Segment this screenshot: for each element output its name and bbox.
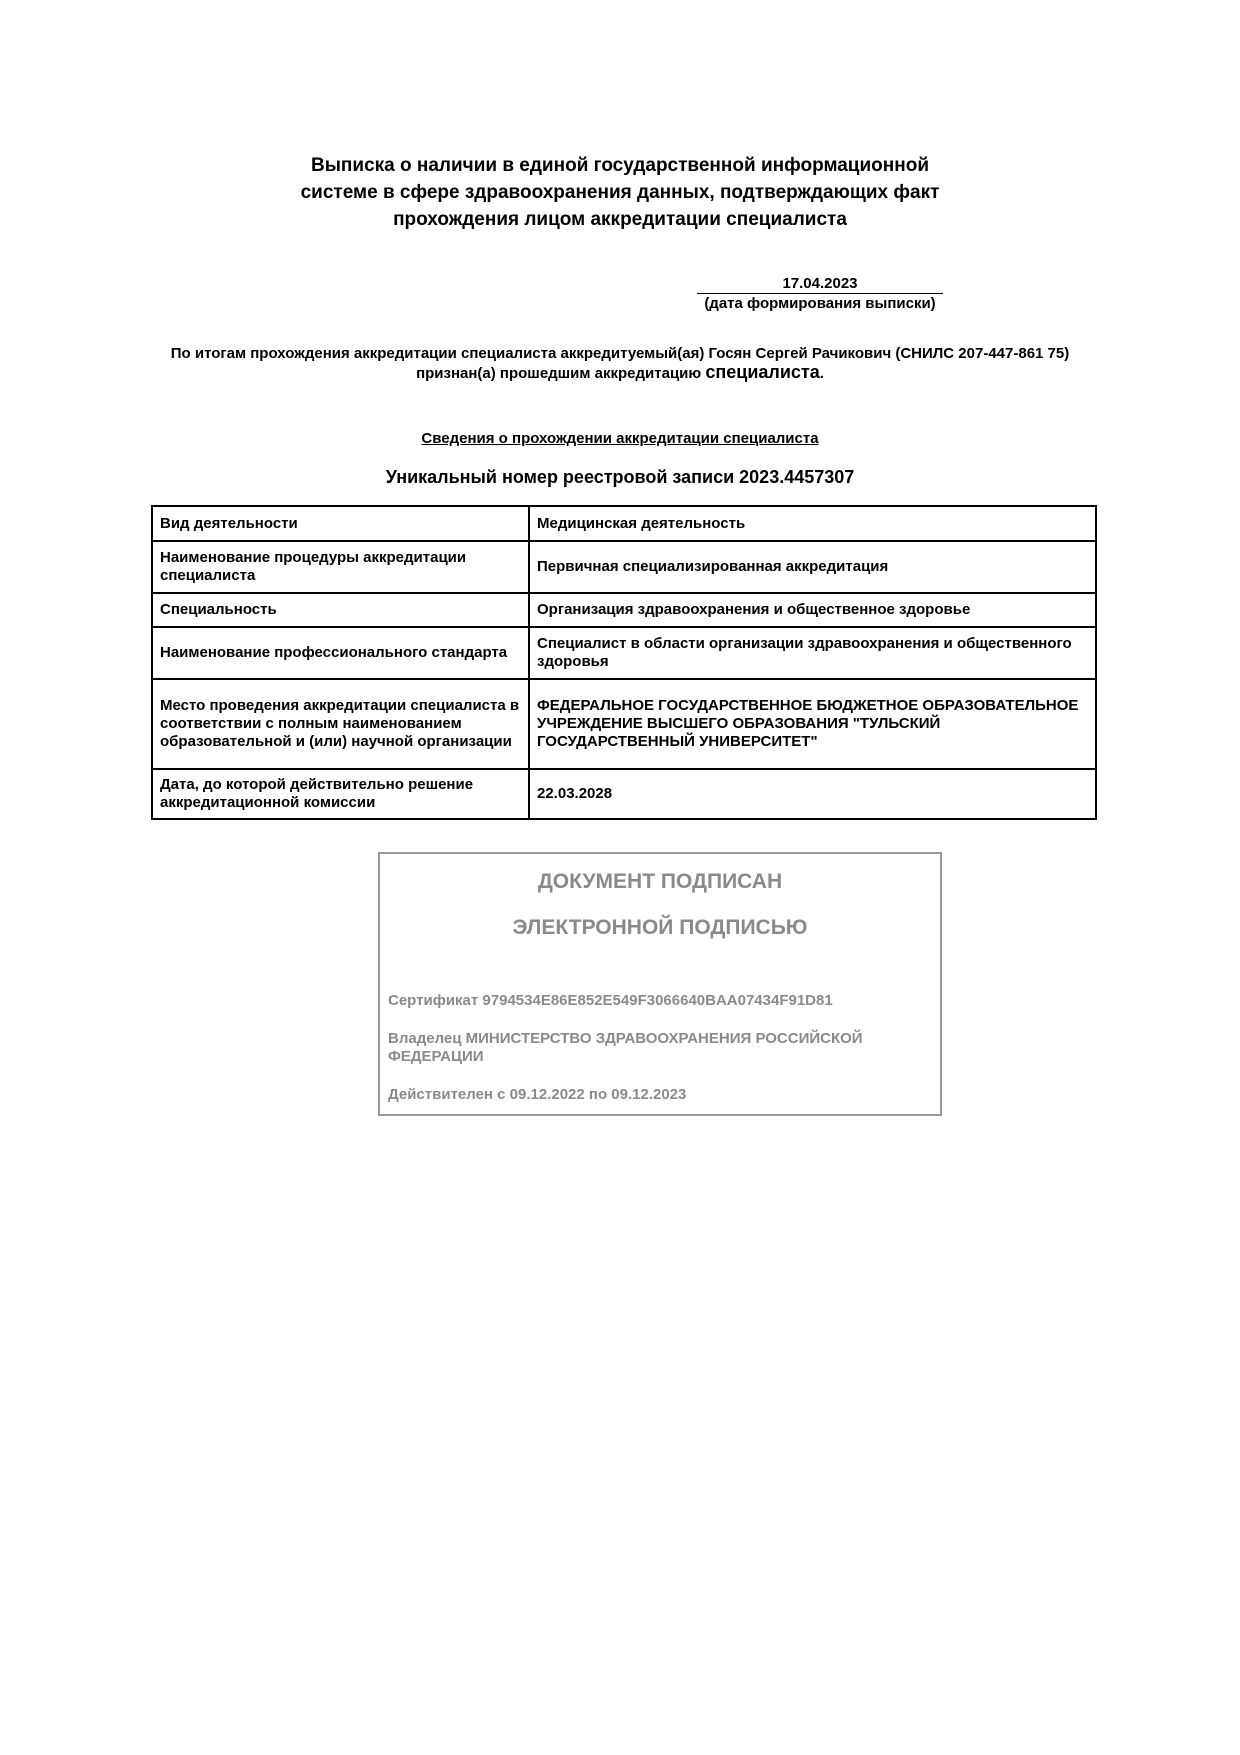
accreditation-statement [120,344,1120,383]
row-value: ФЕДЕРАЛЬНОЕ ГОСУДАРСТВЕННОЕ БЮДЖЕТНОЕ ОБРАЗОВАТЕЛЬНОЕ УЧРЕЖДЕНИЕ ВЫСШЕГО ОБРАЗОВАНИЯ "ТУЛЬСКИЙ ГОСУДАРСТВЕННЫЙ УНИВЕРСИТЕТ" [529,679,1096,769]
stamp-title-line-2: ЭЛЕКТРОННОЙ ПОДПИСЬЮ [512,916,808,939]
stamp-validity: Действителен с 09.12.2022 по 09.12.2023 [388,1086,687,1103]
stamp-title-line-1: ДОКУМЕНТ ПОДПИСАН [537,870,783,893]
row-value: Медицинская деятельность [529,506,1096,541]
row-value: Специалист в области организации здравоохранения и общественного здоровья [529,627,1096,679]
row-label: Место проведения аккредитации специалиста в соответствии с полным наименованием образовательной и (или) научной организации [152,679,529,769]
document-title-line: системе в сфере здравоохранения данных, подтверждающих факт [300,182,940,203]
row-value: 22.03.2028 [529,769,1096,819]
row-label: Дата, до которой действительно решение аккредитационной комиссии [152,769,529,819]
formation-date-block [697,274,943,314]
table-row [152,679,1096,769]
section-heading: Сведения о прохождении аккредитации специалиста [421,430,819,447]
table-row [152,506,1096,541]
row-label: Наименование процедуры аккредитации специалиста [152,541,529,593]
stamp-certificate: Сертификат 9794534E86E852E549F3066640BAA07434F91D81 [388,992,833,1009]
row-label: Специальность [152,593,529,627]
table-row [152,627,1096,679]
statement-prefix: признан(а) прошедшим аккредитацию [416,365,706,382]
statement-line-2 [120,363,1120,383]
electronic-signature-stamp [378,852,942,1116]
document-title-line: Выписка о наличии в единой государственной информационной [310,155,930,176]
document-title [270,152,970,233]
row-value: Организация здравоохранения и общественное здоровье [529,593,1096,627]
table-row [152,593,1096,627]
formation-date-caption: (дата формирования выписки) [704,295,936,312]
stamp-owner: Владелец МИНИСТЕРСТВО ЗДРАВООХРАНЕНИЯ РОССИЙСКОЙ ФЕДЕРАЦИИ [388,1030,863,1065]
row-label: Вид деятельности [152,506,529,541]
registry-number: Уникальный номер реестровой записи 2023.4457307 [385,467,855,487]
row-value: Первичная специализированная аккредитация [529,541,1096,593]
statement-line-1: По итогам прохождения аккредитации специалиста аккредитуемый(ая) Госян Сергей Рачикович (СНИЛС 207-447-861 75) [170,345,1070,362]
accreditation-details-table [151,505,1097,820]
document-title-line: прохождения лицом аккредитации специалиста [393,209,847,230]
statement-specialist-word: специалиста [705,362,820,382]
statement-suffix: . [819,365,824,382]
formation-date: 17.04.2023 [697,274,943,294]
table-row [152,541,1096,593]
row-label: Наименование профессионального стандарта [152,627,529,679]
table-row [152,769,1096,819]
